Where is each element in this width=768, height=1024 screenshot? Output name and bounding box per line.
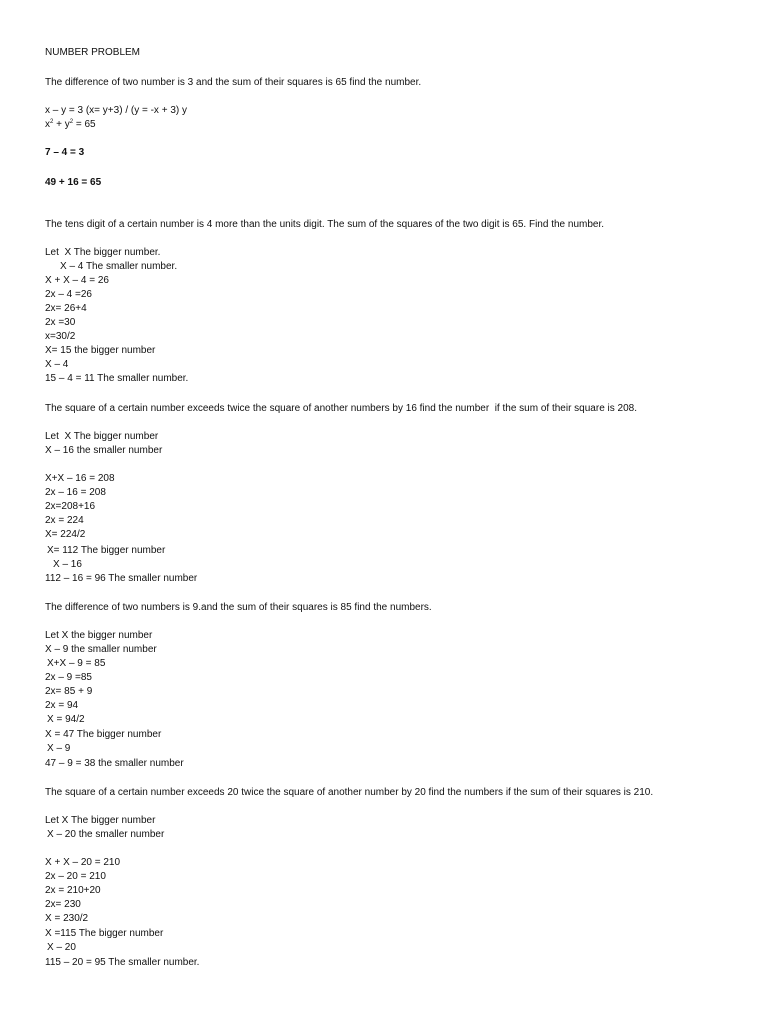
problem-4-line: Let X the bigger number — [45, 630, 153, 641]
problem-2-line: X= 15 the bigger number — [45, 345, 156, 356]
problem-2-line: Let X The bigger number. — [45, 247, 161, 258]
problem-2-line: X + X – 4 = 26 — [45, 275, 109, 286]
problem-3-line: X – 16 — [53, 559, 82, 570]
problem-2-line: 2x – 4 =26 — [45, 289, 92, 300]
problem-5-line: X – 20 the smaller number — [47, 829, 165, 840]
problem-5-line: X – 20 — [47, 942, 76, 953]
problem-5-line: Let X The bigger number — [45, 815, 156, 826]
problem-2-line: 2x= 26+4 — [45, 303, 87, 314]
problem-4-line: X = 47 The bigger number — [45, 729, 162, 740]
page-title: NUMBER PROBLEM — [45, 47, 141, 58]
problem-4-line: 2x – 9 =85 — [45, 672, 92, 683]
problem-4-line: 2x= 85 + 9 — [45, 686, 93, 697]
problem-5-line: X + X – 20 = 210 — [45, 857, 121, 868]
problem-3-line: 112 – 16 = 96 The smaller number — [45, 573, 198, 584]
problem-1-equation-2: $x^2 + y^2 = 65$ — [45, 119, 96, 130]
problem-5-line: 115 – 20 = 95 The smaller number. — [45, 957, 200, 968]
problem-3-line: Let X The bigger number — [45, 431, 159, 442]
problem-1-answer-1: 7 – 4 = 3 — [45, 147, 85, 158]
problem-3-line: 2x – 16 = 208 — [45, 487, 106, 498]
problem-4-line: 2x = 94 — [45, 700, 79, 711]
problem-2-line: 15 – 4 = 11 The smaller number. — [45, 373, 189, 384]
problem-2-line: X – 4 The smaller number. — [60, 261, 178, 272]
problem-3-question: The square of a certain number exceeds twice the square of another numbers by 16 find the number if the sum of their square is 208. — [45, 403, 637, 414]
problem-3-line: X= 112 The bigger number — [47, 545, 166, 556]
problem-4-line: X = 94/2 — [47, 714, 85, 725]
problem-1-answer-2: 49 + 16 = 65 — [45, 177, 102, 188]
problem-5-line: X =115 The bigger number — [45, 928, 164, 939]
problem-1-equation-1: x – y = 3 (x= y+3) / (y = -x + 3) y — [45, 105, 187, 116]
problem-3-line: 2x=208+16 — [45, 501, 96, 512]
problem-2-question: The tens digit of a certain number is 4 more than the units digit. The sum of the squares of the two digit is 65. Find the number. — [45, 219, 605, 230]
problem-5-line: 2x = 210+20 — [45, 885, 101, 896]
problem-2-line: 2x =30 — [45, 317, 76, 328]
problem-3-line: X+X – 16 = 208 — [45, 473, 115, 484]
problem-1-question: The difference of two number is 3 and the sum of their squares is 65 find the number. — [45, 77, 422, 88]
problem-4-line: X+X – 9 = 85 — [47, 658, 106, 669]
problem-5-line: 2x= 230 — [45, 899, 81, 910]
problem-4-line: X – 9 — [47, 743, 71, 754]
problem-4-question: The difference of two numbers is 9.and the sum of their squares is 85 find the numbers. — [45, 602, 432, 613]
problem-5-question: The square of a certain number exceeds 20 twice the square of another number by 20 find the numbers if the sum of their squares is 210. — [45, 787, 654, 798]
problem-4-line: X – 9 the smaller number — [45, 644, 157, 655]
problem-4-line: 47 – 9 = 38 the smaller number — [45, 758, 184, 769]
problem-3-line: X – 16 the smaller number — [45, 445, 163, 456]
problem-2-line: X – 4 — [45, 359, 69, 370]
problem-3-line: X= 224/2 — [45, 529, 86, 540]
problem-2-line: x=30/2 — [45, 331, 76, 342]
problem-5-line: X = 230/2 — [45, 913, 89, 924]
problem-3-line: 2x = 224 — [45, 515, 84, 526]
problem-5-line: 2x – 20 = 210 — [45, 871, 106, 882]
